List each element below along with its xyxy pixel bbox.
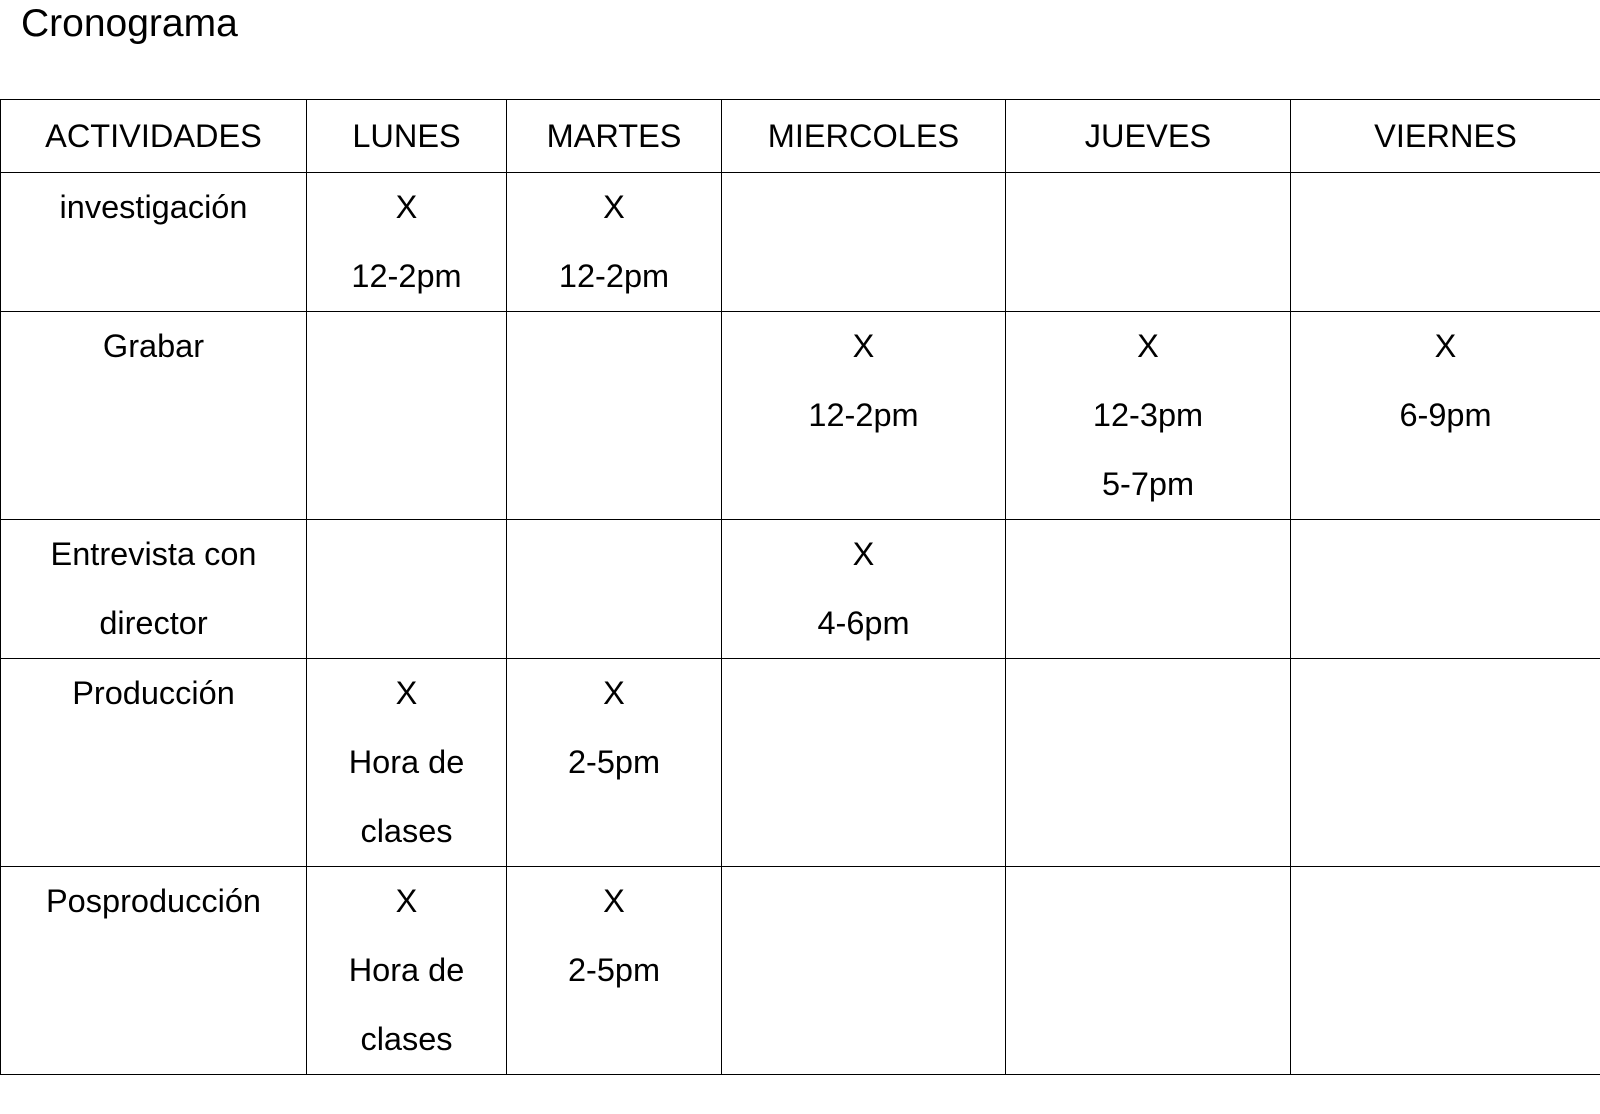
schedule-cell-martes	[507, 867, 722, 1075]
header-cell-miercoles: MIERCOLES	[722, 100, 1006, 173]
schedule-cell-jueves	[1006, 867, 1291, 1075]
table-row	[1, 312, 1600, 520]
schedule-cell-viernes	[1291, 520, 1600, 659]
schedule-time: 12-2pm	[558, 258, 670, 294]
schedule-time: clases	[360, 813, 453, 849]
schedule-cell-martes	[507, 659, 722, 867]
header-cell-jueves: JUEVES	[1006, 100, 1291, 173]
schedule-cell-jueves	[1006, 520, 1291, 659]
schedule-time: Hora de	[348, 952, 465, 988]
schedule-time: 12-3pm	[1092, 397, 1204, 433]
activity-cell	[1, 520, 307, 659]
activity-cell	[1, 312, 307, 520]
header-row	[1, 100, 1600, 173]
table-row	[1, 173, 1600, 312]
schedule-time: 4-6pm	[817, 605, 910, 641]
schedule-cell-martes	[507, 312, 722, 520]
schedule-mark: X	[852, 536, 875, 572]
schedule-cell-jueves	[1006, 659, 1291, 867]
activity-label: Entrevista con	[50, 536, 257, 572]
schedule-cell-lunes	[307, 867, 507, 1075]
schedule-table	[0, 99, 1600, 1075]
table-row	[1, 867, 1600, 1075]
schedule-time: 6-9pm	[1399, 397, 1492, 433]
schedule-cell-miercoles	[722, 312, 1006, 520]
activity-label: Producción	[72, 675, 235, 711]
schedule-mark: X	[395, 883, 418, 919]
schedule-time: Hora de	[348, 744, 465, 780]
activity-cell	[1, 867, 307, 1075]
schedule-cell-viernes	[1291, 312, 1600, 520]
schedule-time: 12-2pm	[808, 397, 919, 433]
schedule-cell-viernes	[1291, 173, 1600, 312]
schedule-time: 2-5pm	[567, 952, 661, 988]
activity-cell	[1, 659, 307, 867]
schedule-mark: X	[852, 328, 875, 364]
schedule-mark: X	[603, 883, 625, 919]
schedule-mark: X	[395, 675, 418, 711]
header-cell-martes: MARTES	[507, 100, 722, 173]
schedule-time: 2-5pm	[567, 744, 661, 780]
schedule-cell-lunes	[307, 173, 507, 312]
schedule-cell-martes	[507, 173, 722, 312]
activity-label: investigación	[59, 189, 248, 225]
schedule-cell-lunes	[307, 659, 507, 867]
schedule-mark: X	[1434, 328, 1457, 364]
schedule-mark: X	[395, 189, 418, 225]
activity-label: Posproducción	[46, 883, 261, 919]
schedule-time: 5-7pm	[1101, 466, 1195, 502]
schedule-cell-viernes	[1291, 867, 1600, 1075]
header-cell-actividades: ACTIVIDADES	[1, 100, 307, 173]
activity-cell	[1, 173, 307, 312]
page-title: Cronograma	[21, 2, 238, 45]
schedule-cell-miercoles	[722, 173, 1006, 312]
schedule-cell-jueves	[1006, 312, 1291, 520]
schedule-time: 12-2pm	[351, 258, 462, 294]
header-cell-viernes: VIERNES	[1291, 100, 1600, 173]
schedule-cell-miercoles	[722, 867, 1006, 1075]
schedule-cell-lunes	[307, 520, 507, 659]
schedule-cell-viernes	[1291, 659, 1600, 867]
schedule-cell-martes	[507, 520, 722, 659]
schedule-mark: X	[603, 189, 625, 225]
schedule-cell-miercoles	[722, 659, 1006, 867]
header-cell-lunes: LUNES	[307, 100, 507, 173]
table-row	[1, 520, 1600, 659]
schedule-cell-jueves	[1006, 173, 1291, 312]
activity-label: Grabar	[102, 328, 205, 364]
schedule-mark: X	[1137, 328, 1159, 364]
activity-label: director	[99, 605, 208, 641]
schedule-cell-miercoles	[722, 520, 1006, 659]
schedule-mark: X	[603, 675, 625, 711]
table-row	[1, 659, 1600, 867]
schedule-cell-lunes	[307, 312, 507, 520]
schedule-time: clases	[360, 1021, 453, 1057]
